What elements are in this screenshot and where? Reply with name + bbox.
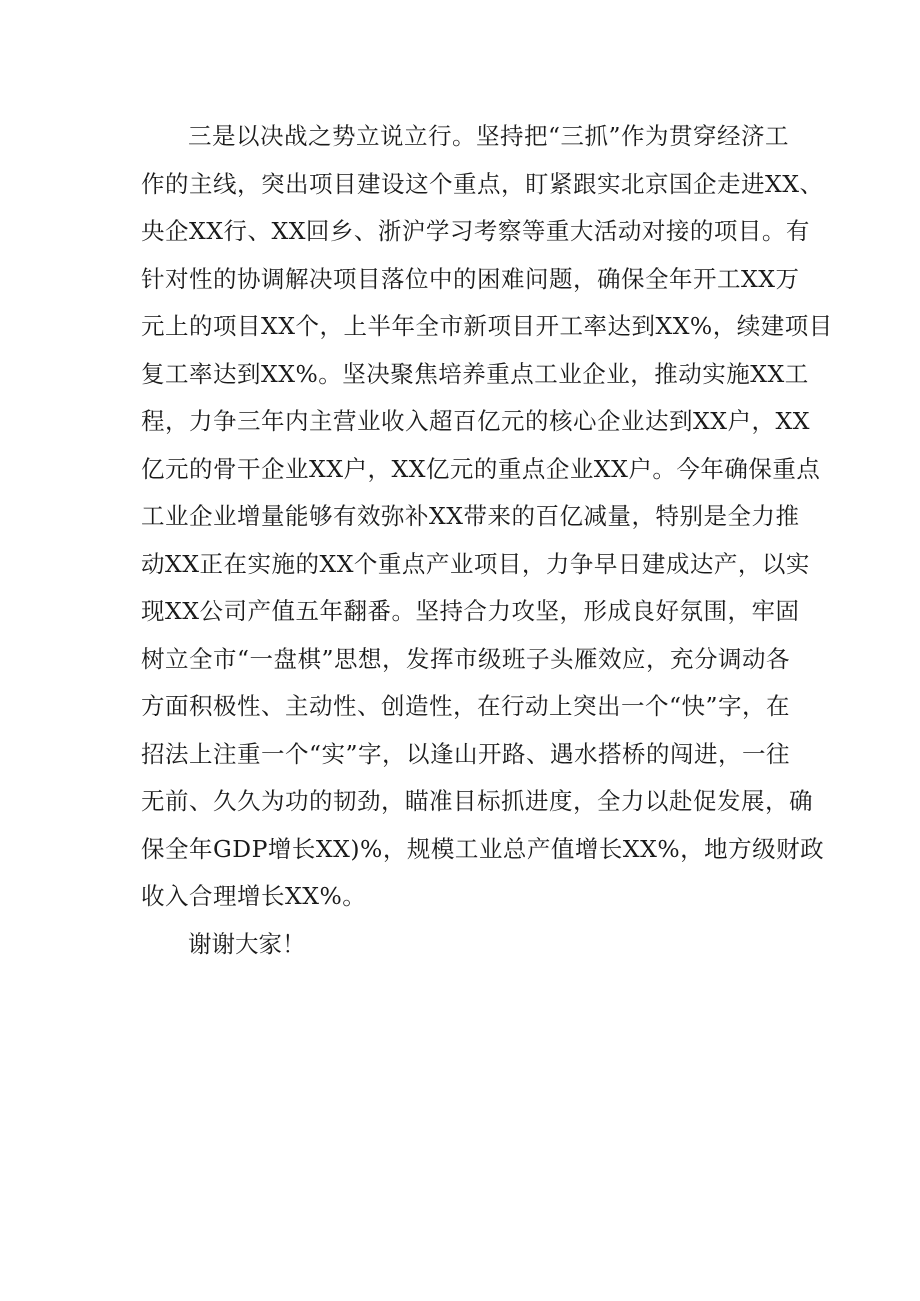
main-paragraph — [141, 113, 833, 921]
paragraph-line: 树立全市“一盘棋”思想，发挥市级班子头雁效应，充分调动各 — [141, 644, 791, 673]
paragraph-line: 作的主线，突出项目建设这个重点，盯紧跟实北京国企走进XX、 — [141, 169, 824, 198]
paragraph-line: 元上的项目XX个，上半年全市新项目开工率达到XX%，续建项目 — [141, 312, 833, 340]
paragraph-line: 三是以决战之势立说立行。坚持把“三抓”作为贯穿经济工 — [188, 122, 790, 150]
closing-text — [141, 921, 781, 969]
paragraph-line: 方面积极性、主动性、创造性，在行动上突出一个“快”字，在 — [141, 692, 791, 720]
closing-remark — [141, 921, 781, 969]
paragraph-line: 央企XX行、XX回乡、浙沪学习考察等重大活动对接的项目。有 — [141, 217, 810, 245]
paragraph-line: 针对性的协调解决项目落位中的困难问题，确保全年开工XX万 — [141, 264, 800, 293]
paragraph-line: 动XX正在实施的XX个重点产业项目，力争早日建成达产，以实 — [141, 549, 810, 578]
paragraph-text — [141, 113, 833, 921]
paragraph-line: 收入合理增长XX%。 — [141, 882, 367, 910]
paragraph-line: 无前、久久为功的韧劲，瞄准目标抓进度，全力以赴促发展，确 — [141, 787, 813, 815]
paragraph-line: 亿元的骨干企业XX户，XX亿元的重点企业XX户。今年确保重点 — [141, 454, 821, 483]
paragraph-line: 现XX公司产值五年翻番。坚持合力攻坚，形成良好氛围，牢固 — [141, 597, 800, 625]
closing-line: 谢谢大家！ — [188, 930, 306, 958]
paragraph-line: 工业企业增量能够有效弥补XX带来的百亿减量，特别是全力推 — [141, 502, 800, 530]
paragraph-line: 程，力争三年内主营业收入超百亿元的核心企业达到XX户，XX — [141, 407, 810, 435]
paragraph-line: 招法上注重一个“实”字，以逢山开路、遇水搭桥的闯进，一往 — [141, 739, 791, 768]
paragraph-line: 保全年GDP增长XX)%，规模工业总产值增长XX%，地方级财政 — [141, 834, 825, 863]
paragraph-line: 复工率达到XX%。坚决聚焦培养重点工业企业，推动实施XX工 — [141, 359, 809, 388]
